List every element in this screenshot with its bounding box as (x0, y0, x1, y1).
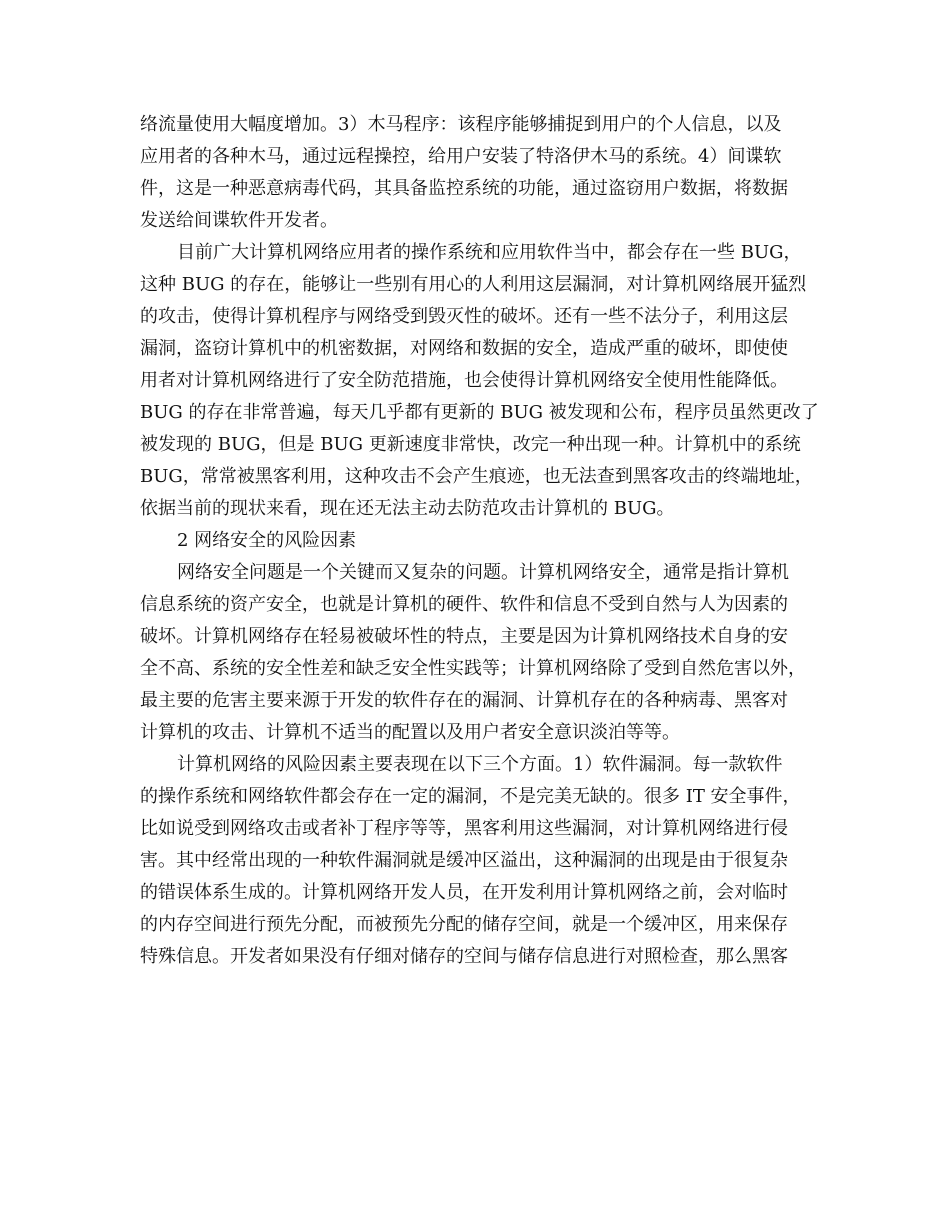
text-line: 这种 BUG 的存在，能够让一些别有用心的人利用这层漏洞，对计算机网络展开猛烈 (140, 274, 807, 295)
paragraph-first-line: 网络安全问题是一个关键而又复杂的问题。计算机网络安全，通常是指计算机 (177, 562, 789, 583)
text-line: 依据当前的现状来看，现在还无法主动去防范攻击计算机的 BUG。 (140, 498, 675, 519)
paragraph-first-line: 计算机网络的风险因素主要表现在以下三个方面。1）软件漏洞。每一款软件 (177, 754, 783, 775)
text-line: 发送给间谍软件开发者。 (140, 210, 338, 231)
text-line: 全不高、系统的安全性差和缺乏安全性实践等；计算机网络除了受到自然危害以外， (140, 658, 806, 679)
text-line: BUG 的存在非常普遍，每天几乎都有更新的 BUG 被发现和公布，程序员虽然更改了 (140, 402, 819, 423)
text-line: 害。其中经常出现的一种软件漏洞就是缓冲区溢出，这种漏洞的出现是由于很复杂 (140, 850, 788, 871)
text-line: 的操作系统和网络软件都会存在一定的漏洞，不是完美无缺的。很多 IT 安全事件， (140, 786, 801, 807)
text-line: 特殊信息。开发者如果没有仔细对储存的空间与储存信息进行对照检查，那么黑客 (140, 946, 788, 967)
text-line: 漏洞，盗窃计算机中的机密数据，对网络和数据的安全，造成严重的破坏，即使使 (140, 338, 788, 359)
text-line: 的攻击，使得计算机程序与网络受到毁灭性的破坏。还有一些不法分子，利用这层 (140, 306, 788, 327)
text-line: 用者对计算机网络进行了安全防范措施，也会使得计算机网络安全使用性能降低。 (140, 370, 788, 391)
paragraph-first-line: 目前广大计算机网络应用者的操作系统和应用软件当中，都会存在一些 BUG， (177, 242, 802, 263)
text-line: 件，这是一种恶意病毒代码，其具备监控系统的功能，通过盗窃用户数据，将数据 (140, 178, 788, 199)
text-line: 的错误体系生成的。计算机网络开发人员，在开发利用计算机网络之前，会对临时 (140, 882, 788, 903)
text-line: 破坏。计算机网络存在轻易被破坏性的特点，主要是因为计算机网络技术自身的安 (140, 626, 788, 647)
text-line: 应用者的各种木马，通过远程操控，给用户安装了特洛伊木马的系统。4）间谍软 (140, 146, 782, 167)
text-line: 最主要的危害主要来源于开发的软件存在的漏洞、计算机存在的各种病毒、黑客对 (140, 690, 788, 711)
section-heading: 2 网络安全的风险因素 (177, 530, 357, 551)
text-line: 比如说受到网络攻击或者补丁程序等等，黑客利用这些漏洞，对计算机网络进行侵 (140, 818, 788, 839)
text-line: 计算机的攻击、计算机不适当的配置以及用户者安全意识淡泊等等。 (140, 722, 680, 743)
body-text (140, 109, 820, 973)
text-line: 被发现的 BUG，但是 BUG 更新速度非常快，改完一种出现一种。计算机中的系统 (140, 434, 801, 455)
text-line: 络流量使用大幅度增加。3）木马程序：该程序能够捕捉到用户的个人信息，以及 (140, 114, 782, 135)
text-line: 的内存空间进行预先分配，而被预先分配的储存空间，就是一个缓冲区，用来保存 (140, 914, 788, 935)
text-line: BUG，常常被黑客利用，这种攻击不会产生痕迹，也无法查到黑客攻击的终端地址， (140, 466, 813, 487)
text-line: 信息系统的资产安全，也就是计算机的硬件、软件和信息不受到自然与人为因素的 (140, 594, 788, 615)
